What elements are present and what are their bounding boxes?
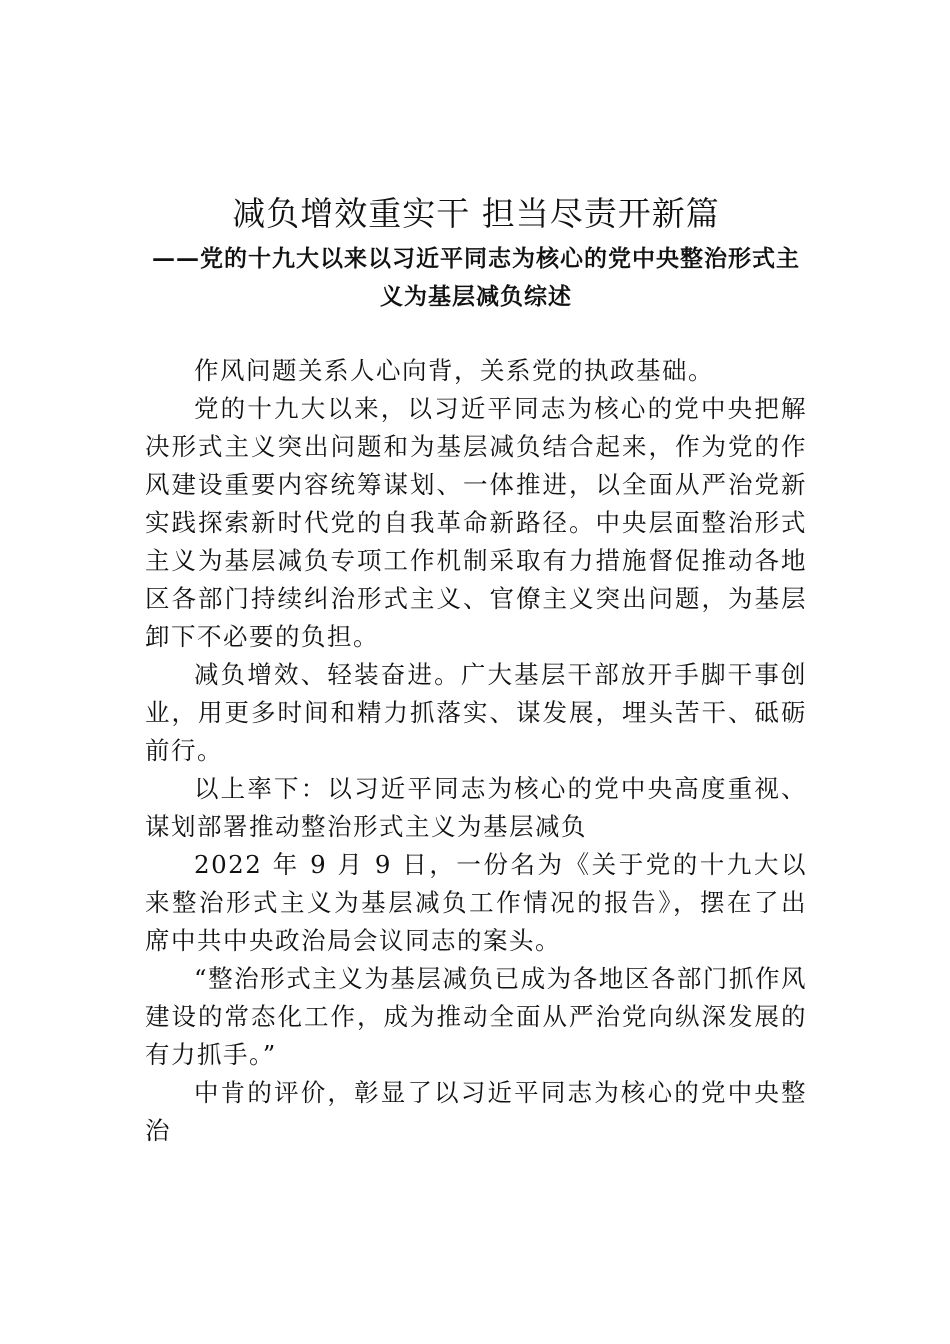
section-heading-paragraph: 以上率下：以习近平同志为核心的党中央高度重视、谋划部署推动整治形式主义为基层减负 (145, 774, 807, 841)
paragraph: 中肯的评价，彰显了以习近平同志为核心的党中央整治 (145, 1078, 807, 1145)
document-body (145, 352, 807, 1150)
document-subtitle: ——党的十九大以来以习近平同志为核心的党中央整治形式主义为基层减负综述 (152, 245, 800, 310)
paragraph: 减负增效、轻装奋进。广大基层干部放开手脚干事创业，用更多时间和精力抓落实、谋发展，埋头苦干、砥砺前行。 (145, 660, 807, 765)
paragraph: 作风问题关系人心向背，关系党的执政基础。 (194, 356, 714, 385)
document-page (145, 190, 807, 1150)
document-title: 减负增效重实干 担当尽责开新篇 (232, 194, 720, 233)
paragraph: 党的十九大以来，以习近平同志为核心的党中央把解决形式主义突出问题和为基层减负结合起来，作为党的作风建设重要内容统筹谋划、一体推进，以全面从严治党新实践探索新时代党的自我革命新路径。中央层面整治形式主义为基层减负专项工作机制采取有力措施督促推动各地区各部门持续纠治形式主义、官僚主义突出问题，为基层卸下不必要的负担。 (145, 394, 807, 651)
quote-paragraph: “整治形式主义为基层减负已成为各地区各部门抓作风建设的常态化工作，成为推动全面从严治党向纵深发展的有力抓手。” (145, 964, 807, 1069)
paragraph: 2022 年 9 月 9 日，一份名为《关于党的十九大以来整治形式主义为基层减负工作情况的报告》，摆在了出席中共中央政治局会议同志的案头。 (145, 850, 807, 955)
